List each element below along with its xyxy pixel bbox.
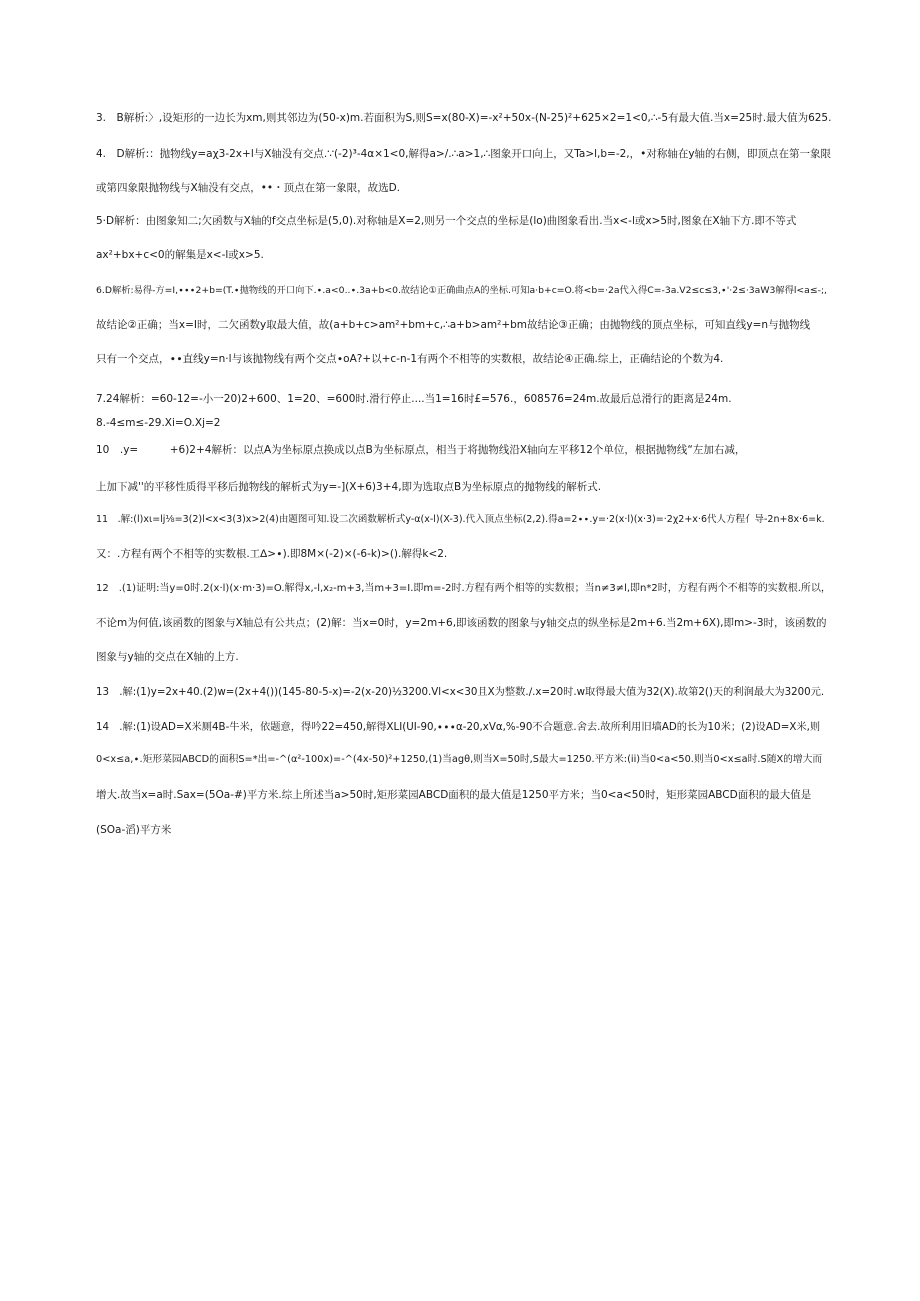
answer-12-line-1: 12 .(1)证明:当y=0时.2(x·l)(x·m·3)=O.解得x,-l,x₂-m+3,当m+3=I.即m=-2时.方程有两个相等的实数根；当n≠3≠l,即n*2时，方程有两个不相等的实数根.所以，: [96, 583, 831, 594]
answer-6-line-3: 只有一个交点，∙∙直线y=n·l与该抛物线有两个交点∙oA?+以+c-n-1有两个不相等的实数根，故结论④正确.综上，正确结论的个数为4.: [96, 353, 724, 365]
answer-14-line-1: 14 .解:(1)设AD=X米厕4B-牛米，依题意，得吟22=450,解得XLI(UI-90,∙∙∙α-20,xVα,%-90不合题意.舍去.故所利用旧墙AD的长为10米；(2)设AD=X米,则: [96, 721, 821, 733]
answer-7: 7.24解析：=60-12=-小一20)2+600、1=20、=600时.滑行停止....当1=16时£=576.，608576=24m.故最后总滑行的距离是24m.: [96, 393, 732, 405]
answer-12-line-3: 图象与y轴的交点在X轴的上方.: [96, 651, 239, 663]
answer-3: 3. B解析:〉,设矩形的一边长为xm,则其邻边为(50-x)m.若面积为S,则S=x(80-X)=-x²+50x-(N-25)²+625×2=1<0,∴-5有最大值.当x=25时.最大值为625.: [96, 112, 832, 124]
answer-4-line-1: 4. D解析:：抛物线y=aχ3-2x+l与X轴没有交点.∵(-2)³-4α×1<0,解得a>/.∴a>1,∴图象开口向上，又Ta>l,b=-2,，•对称轴在y轴的右侧，即顶点在第一象限: [96, 148, 832, 160]
answer-10-line-1: 10 .y= +6)2+4解析：以点A为坐标原点换成以点B为坐标原点，相当于将抛物线沿X轴向左平移12个单位，根据抛物线“左加右减，: [96, 444, 746, 456]
answer-14-line-3: 增大.故当x=a时.Sax=(5Oa-#)平方米.综上所述当a>50时,矩形菜园ABCD面积的最大值是1250平方米；当0<a<50时，矩形菜园ABCD面积的最大值是: [96, 789, 812, 801]
answer-10-line-2: 上加下减''的平移性质得平移后抛物线的解析式为y=-](X+6)3+4,即为选取点B为坐标原点的抛物线的解析式.: [96, 481, 602, 493]
answer-11-line-2: 又：.方程有两个不相等的实数根.工∆>∙).即8M×(-2)×(-6-k)>().解得k<2.: [96, 548, 448, 560]
answer-14-line-2: 0<x≤a,∙.矩形菜园ABCD的面积S=*出=-^(α²-100x)=-^(4x-50)²+1250,(1)当agθ,则当X=50时,S最大=1250.平方米:(ii)当0<a<50.则当0<x≤a时.S随X的增大而: [96, 754, 823, 765]
answer-6-line-1: 6.D解析:易得-方=I,∙∙∙2+b=(T.∙抛物线的开口向下.∙.a<0..∙.3a+b<0.故结论①正确曲点A的坐标.可知a·b+c=O.将<b=·2a代入得C=-3a.V2≤c≤3,∙'·2≤·3aW3解得l<a≤-;,: [96, 285, 828, 296]
answer-11-line-1: 11 .解:(l)xι=lj⅛=3(2)l<x<3(3)x>2(4)由题图可知.设二次函数解析式y-α(x-l)(X-3).代入顶点坐标(2,2).得a=2∙∙.y=·2(x·l)(x·3)=·2χ2+x·6代人方程亻导-2n+8x·6=k.: [96, 514, 825, 525]
answer-4-line-2: 或第四象限抛物线与X轴没有交点，••・顶点在第一象限，故选D.: [96, 182, 401, 194]
answer-12-line-2: 不论m为何值,该函数的图象与X轴总有公共点；(2)解：当x=0时，y=2m+6,即该函数的图象与y轴交点的纵坐标是2m+6.当2m+6X),即m>-3时，该函数的: [96, 617, 827, 629]
answer-13: 13 .解:(1)y=2x+40.(2)w=(2x+4())(145-80-5-x)=-2(x-20)½3200.Vl<x<30且X为整数.∕.x=20时.w取得最大值为32(X).故第2()天的利润最大为3200元.: [96, 686, 825, 698]
answer-5-line-2: ax²+bx+c<0的解集是x<-l或x>5.: [96, 249, 264, 261]
answer-6-line-2: 故结论②正确；当x=I时，二欠函数y取最大值，故(a+b+c>am²+bm+c,∴a+b>am²+bm故结论③正确；由抛物线的顶点坐标，可知直线y=n与抛物线: [96, 319, 811, 331]
answer-5-line-1: 5·D解析：由图象知二;欠函数与X轴的f交点坐标是(5,0).对称轴是X=2,则另一个交点的坐标是(lo)曲图象看出.当x<-l或x>5时,图象在X轴下方.即不等式: [96, 215, 797, 227]
answer-14-line-4: (SOa-滔)平方米: [96, 824, 172, 836]
answer-8-9: 8.-4≤m≤-29.Xi=O.Xj=2: [96, 417, 221, 429]
